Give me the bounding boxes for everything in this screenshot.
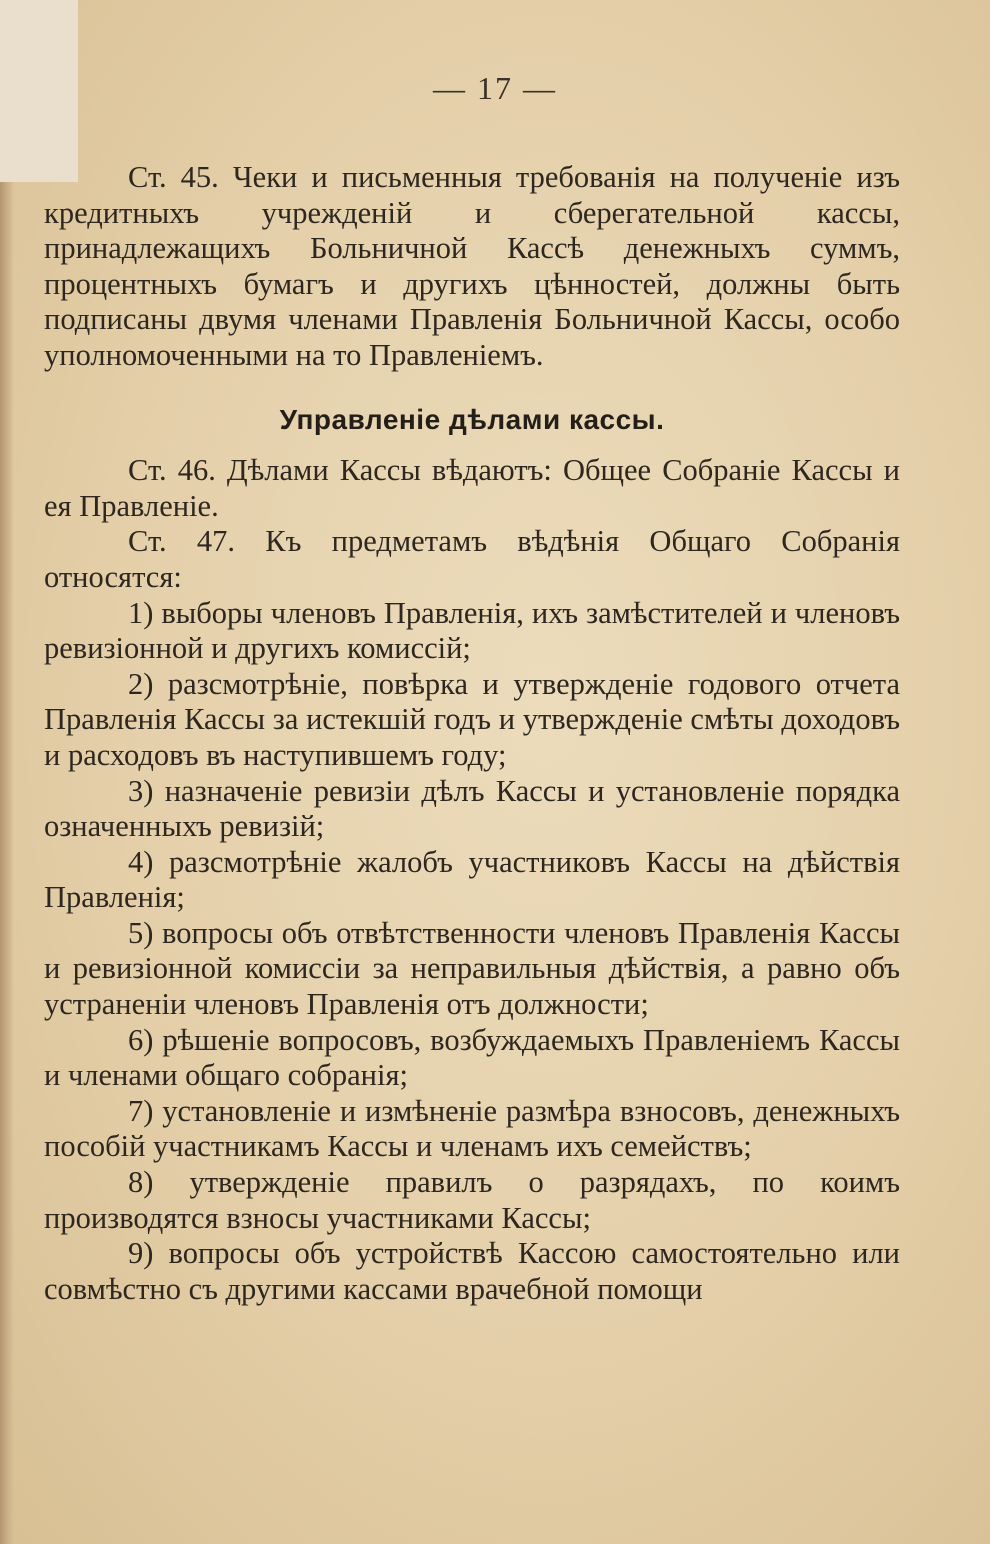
list-item-9: 9) вопросы объ устройствѣ Кассою самостоятельно или совмѣстно съ другими кассами врачебной помощи <box>44 1236 900 1306</box>
list-item-2: 2) разсмотрѣніе, повѣрка и утвержденіе годового отчета Правленія Кассы за истекшій годъ и утвержденіе смѣты доходовъ и расходовъ въ наступившемъ году; <box>44 666 900 772</box>
list-item-6: 6) рѣшеніе вопросовъ, возбуждаемыхъ Правленіемъ Кассы и членами общаго собранія; <box>44 1022 900 1093</box>
paragraph-art-47: Ст. 47. Къ предметамъ вѣдѣнія Общаго Собранія относятся: <box>44 524 900 594</box>
list-item-4: 4) разсмотрѣніе жалобъ участниковъ Кассы на дѣйствія Правленія; <box>44 844 900 915</box>
binding-edge <box>0 182 14 1544</box>
list-item-8: 8) утвержденіе правилъ о разрядахъ, по коимъ производятся взносы участниками Кассы; <box>44 1165 900 1235</box>
list-item-3: 3) назначеніе ревизіи дѣлъ Кассы и установленіе порядка означенныхъ ревизій; <box>44 773 900 844</box>
list-item-5: 5) вопросы объ отвѣтственности членовъ Правленія Кассы и ревизіонной комиссіи за неправильныя дѣйствія, а равно объ устраненіи членовъ Правленія отъ должности; <box>44 915 900 1022</box>
page-number: — 17 — <box>433 70 557 106</box>
list-item-1: 1) выборы членовъ Правленія, ихъ замѣстителей и членовъ ревизіонной и другихъ комиссій; <box>44 595 900 666</box>
body-text <box>44 160 900 1307</box>
paragraph-art-46: Ст. 46. Дѣлами Кассы вѣдаютъ: Общее Собраніе Кассы и ея Правленіе. <box>44 453 900 523</box>
paragraph-art-45: Ст. 45. Чеки и письменныя требованія на полученіе изъ кредитныхъ учрежденій и сберегательной кассы, принадлежащихъ Больничной Кассѣ денежныхъ суммъ, процентныхъ бумагъ и другихъ цѣнностей, должны быть подписаны двумя членами Правленія Больничной Кассы, особо уполномоченными на то Правленіемъ. <box>44 160 900 372</box>
list-item-7: 7) установленіе и измѣненіе размѣра взносовъ, денежныхъ пособій участникамъ Кассы и членамъ ихъ семействъ; <box>44 1093 900 1164</box>
section-heading: Управленіе дѣлами кассы. <box>279 403 665 435</box>
